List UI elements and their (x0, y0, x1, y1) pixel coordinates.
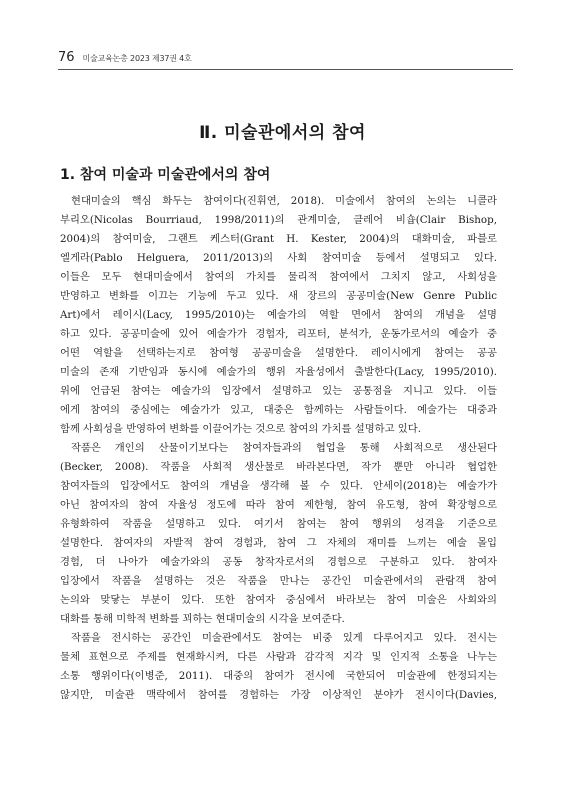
chapter-title: Ⅱ. 미술관에서의 참여 (199, 123, 366, 143)
body-text (60, 192, 497, 705)
text-line: 유형화하여 작품을 설명하고 있다. 여기서 참여는 참여 행위의 성격을 기준으로 (60, 518, 497, 530)
text-line: 현대미술의 핵심 화두는 참여이다(진휘연, 2018). 미술에서 참여의 논의는 니콜라 (71, 195, 497, 207)
text-line: Art)에서 레이시(Lacy, 1995/2010)는 예술가의 역할 면에서 참여의 개념을 설명 (60, 309, 497, 321)
text-line: 2004)의 참여미술, 그랜트 케스터(Grant H. Kester, 2004)의 대화미술, 파블로 (60, 233, 497, 245)
text-line: 하고 있다. 공공미술에 있어 예술가가 경험자, 리포터, 분석가, 운동가로서의 예술가 중 (60, 328, 497, 340)
text-line: 함께 사회성을 반영하여 변화를 이끌어가는 것으로 참여의 가치를 설명하고 있다. (60, 423, 421, 435)
text-line: 미술의 존재 기반임과 동시에 예술가의 행위 자율성에서 출발한다(Lacy, 1995/2010). (60, 366, 497, 378)
running-header (58, 50, 513, 70)
text-line: 논의와 맞닿는 부분이 있다. 또한 참여자 중심에서 바라보는 참여 미술은 사회와의 (60, 594, 497, 606)
text-line: 반영하고 변화를 이끄는 기능에 두고 있다. 새 장르의 공공미술(New Genre Public (60, 290, 497, 302)
text-line: 엘게라(Pablo Helguera, 2011/2013)의 사회 참여미술 등에서 설명되고 있다. (60, 252, 497, 264)
text-line: 이들은 모두 현대미술에서 참여의 가치를 물리적 참여에서 그치지 않고, 사회성을 (60, 271, 497, 283)
paragraph (60, 439, 497, 629)
text-line: 어떤 역할을 선택하는지로 참여형 공공미술을 설명한다. 레이시에게 참여는 공공 (60, 347, 497, 359)
text-line: 아닌 참여자의 참여 자율성 정도에 따라 참여 제한형, 참여 유도형, 참여 확장형으로 (60, 499, 497, 511)
section-title: 1. 참여 미술과 미술관에서의 참여 (60, 167, 271, 183)
text-line: 부리오(Nicolas Bourriaud, 1998/2011)의 관계미술, 클레어 비숍(Clair Bishop, (60, 214, 497, 226)
text-line: 대화를 통해 미학적 변화를 꾀하는 현대미술의 시각을 보여준다. (60, 613, 345, 625)
text-line: 참여자들의 입장에서도 참여의 개념을 생각해 볼 수 있다. 안세이(2018)는 예술가가 (60, 480, 497, 492)
text-line: 물체 표현으로 주제를 현재화시켜, 다른 사람과 감각적 지각 및 인지적 소통을 나누는 (60, 651, 497, 663)
text-line: 입장에서 작품을 설명하는 것은 작품을 만나는 공간인 미술관에서의 관람객 참여 (60, 575, 497, 587)
text-line: 에게 참여의 중심에는 예술가가 있고, 대중은 함께하는 사람들이다. 예술가는 대중과 (60, 404, 497, 416)
text-line: 작품은 개인의 산물이기보다는 참여자들과의 협업을 통해 사회적으로 생산된다 (71, 442, 497, 454)
paragraph (60, 629, 497, 705)
text-line: 작품을 전시하는 공간인 미술관에서도 참여는 비중 있게 다루어지고 있다. 전시는 (71, 632, 497, 644)
paragraph (60, 192, 497, 439)
text-line: 경험, 더 나아가 예술가와의 공동 창작자로서의 경험으로 구분하고 있다. 참여자 (60, 556, 497, 568)
text-line: 위에 언급된 참여는 예술가의 입장에서 설명하고 있는 공통점을 지니고 있다. 이들 (60, 385, 497, 397)
text-line: 설명한다. 참여자의 자발적 참여 경험과, 참여 그 자체의 재미를 느끼는 예술 몰입 (60, 537, 497, 549)
text-line: 않지만, 미술관 맥락에서 참여를 경험하는 가장 이상적인 분야가 전시이다(Davies, (60, 689, 497, 701)
page-number: 76 (58, 50, 75, 65)
text-line: 소통 행위이다(이병준, 2011). 대중의 참여가 전시에 국한되어 미술관에 한정되지는 (60, 670, 497, 682)
journal-title: 미술교육논총 2023 제37권 4호 (82, 54, 192, 63)
text-line: (Becker, 2008). 작품을 사회적 생산물로 바라본다면, 작가 뿐만 아니라 협업한 (60, 461, 497, 473)
